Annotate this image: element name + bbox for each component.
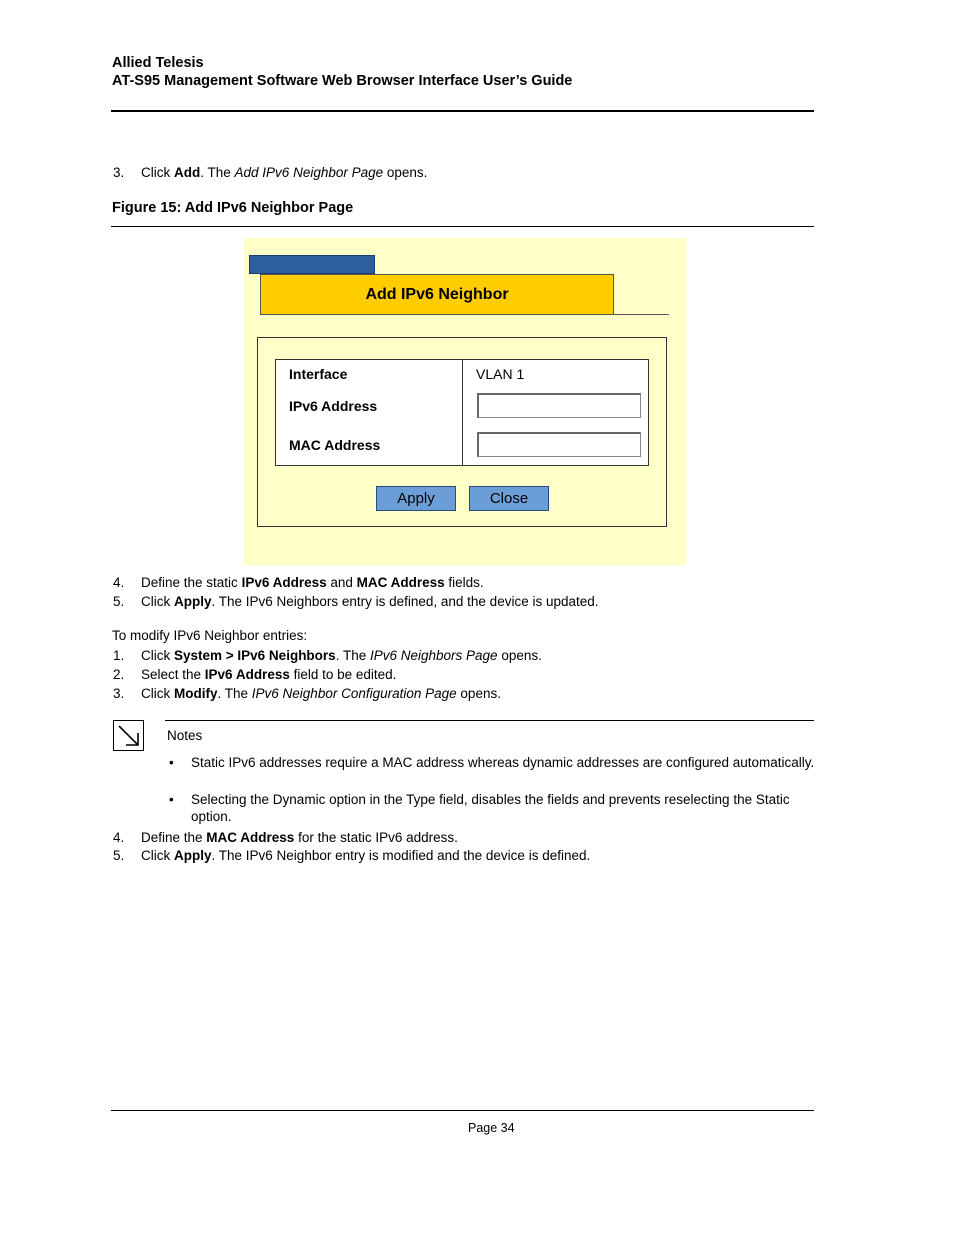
- step-number: 2.: [113, 667, 125, 682]
- interface-label: Interface: [289, 366, 348, 382]
- step-text: Select the IPv6 Address field to be edited.: [141, 667, 397, 682]
- footer-rule: [111, 1110, 814, 1111]
- ipv6-address-input[interactable]: [477, 393, 641, 418]
- step-number: 5.: [113, 594, 125, 609]
- step-text: Define the static IPv6 Address and MAC Address fields.: [141, 575, 484, 590]
- note-item: Static IPv6 addresses require a MAC address whereas dynamic addresses are configured automatically.: [191, 755, 815, 770]
- step-text: Define the MAC Address for the static IPv6 address.: [141, 830, 458, 845]
- mac-address-input[interactable]: [477, 432, 641, 457]
- guide-title: AT-S95 Management Software Web Browser Interface User’s Guide: [112, 73, 573, 89]
- step-text: Click Add. The Add IPv6 Neighbor Page opens.: [141, 165, 428, 180]
- step-number: 4.: [113, 830, 125, 845]
- form-table: [275, 359, 649, 466]
- interface-value: VLAN 1: [476, 366, 525, 382]
- step-text: Click Apply. The IPv6 Neighbors entry is defined, and the device is updated.: [141, 594, 599, 609]
- dialog-panel: [257, 337, 667, 527]
- notes-title: Notes: [167, 728, 203, 743]
- figure-caption: Figure 15: Add IPv6 Neighbor Page: [112, 200, 354, 216]
- close-button[interactable]: Close: [469, 486, 549, 511]
- apply-button[interactable]: Apply: [376, 486, 456, 511]
- ipv6-address-label: IPv6 Address: [289, 398, 378, 414]
- step-number: 3.: [113, 686, 125, 701]
- note-item: Selecting the Dynamic option in the Type field, disables the fields and prevents reselecting the Static option.: [191, 792, 790, 824]
- note-icon: [113, 720, 144, 751]
- dialog-title: Add IPv6 Neighbor: [260, 274, 614, 315]
- mac-address-label: MAC Address: [289, 437, 381, 453]
- step-number: 3.: [113, 165, 125, 180]
- step-text: Click Modify. The IPv6 Neighbor Configuration Page opens.: [141, 686, 501, 701]
- step-number: 1.: [113, 648, 125, 663]
- bullet: •: [169, 755, 174, 770]
- company-name: Allied Telesis: [112, 55, 204, 71]
- notes-rule: [165, 720, 814, 721]
- caption-rule: [111, 226, 814, 227]
- step-number: 4.: [113, 575, 125, 590]
- title-tab: [249, 255, 375, 274]
- step-text: Click System > IPv6 Neighbors. The IPv6 Neighbors Page opens.: [141, 648, 542, 663]
- modify-intro: To modify IPv6 Neighbor entries:: [112, 628, 308, 643]
- title-underline: [614, 314, 669, 315]
- page-number: Page 34: [468, 1121, 515, 1135]
- step-number: 5.: [113, 848, 125, 863]
- header-rule: [111, 110, 814, 112]
- column-divider: [462, 360, 463, 465]
- step-text: Click Apply. The IPv6 Neighbor entry is modified and the device is defined.: [141, 848, 591, 863]
- bullet: •: [169, 792, 174, 807]
- add-ipv6-neighbor-figure: [244, 238, 686, 565]
